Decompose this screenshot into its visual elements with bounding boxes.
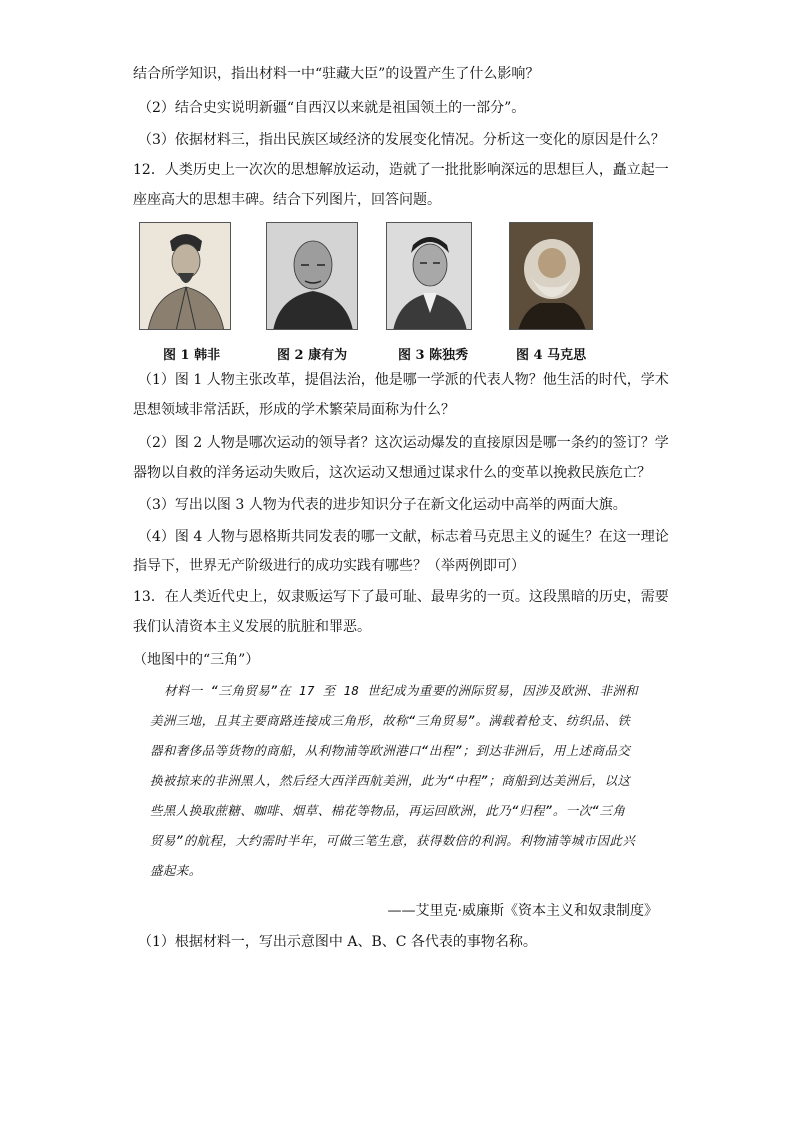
q12-sub1-line: 思想领域非常活跃，形成的学术繁荣局面称为什么？ (133, 402, 455, 418)
question-line: （2）结合史实说明新疆“自西汉以来就是祖国领土的一部分”。 (138, 100, 526, 116)
q12-sub3-line: （3）写出以图 3 人物为代表的进步知识分子在新文化运动中高举的两面大旗。 (138, 497, 627, 513)
q12-stem-line: 座座高大的思想丰碑。结合下列图片，回答问题。 (133, 192, 441, 208)
material-source: ——艾里克·威廉斯《资本主义和奴隶制度》 (387, 903, 658, 919)
material-line: 些黑人换取蔗糖、咖啡、烟草、棉花等物品，再运回欧洲，此乃“归程”。一次“三角 (150, 803, 626, 818)
portrait-han-fei (139, 222, 231, 330)
q13-sub1-line: （1）根据材料一，写出示意图中 A、B、C 各代表的事物名称。 (138, 934, 537, 950)
material-line: 换被掠来的非洲黑人，然后经大西洋西航美洲，此为“中程”；商船到达美洲后，以这 (150, 773, 631, 788)
question-line: 结合所学知识，指出材料一中“驻藏大臣”的设置产生了什么影响？ (133, 66, 540, 82)
material-line: 贸易”的航程，大约需时半年，可做三笔生意，获得数倍的利润。利物浦等城市因此兴 (150, 833, 636, 848)
q13-stem-line: 13．在人类近代史上，奴隶贩运写下了最可耻、最卑劣的一页。这段黑暗的历史，需要 (133, 589, 669, 605)
q12-sub4-line: （4）图 4 人物与恩格斯共同发表的哪一文献，标志着马克思主义的诞生？在这一理论 (138, 529, 669, 545)
portrait-chen-duxiu (386, 222, 472, 330)
q13-stem-line: 我们认清资本主义发展的肮脏和罪恶。 (133, 619, 371, 635)
material-line: 盛起来。 (150, 863, 202, 878)
q12-stem-line: 12．人类历史上一次次的思想解放运动，造就了一批批影响深远的思想巨人，矗立起一 (133, 162, 669, 178)
q12-sub4-line: 指导下，世界无产阶级进行的成功实践有哪些？（举两例即可） (133, 558, 525, 574)
material-line: 美洲三地，且其主要商路连接成三角形，故称“三角贸易”。满载着枪支、纺织品、铁 (150, 713, 631, 728)
figure-caption: 图 2 康有为 (277, 348, 348, 363)
portrait-marx (509, 222, 593, 330)
q12-sub2-line: （2）图 2 人物是哪次运动的领导者？这次运动爆发的直接原因是哪一条约的签订？学 (138, 435, 669, 451)
material-one (150, 681, 662, 881)
figure-caption: 图 3 陈独秀 (398, 348, 469, 363)
map-label: （地图中的“三角”） (133, 652, 260, 668)
question-line: （3）依据材料三，指出民族区域经济的发展变化情况。分析这一变化的原因是什么？ (138, 132, 665, 148)
figure-caption: 图 1 韩非 (163, 348, 221, 363)
material-line: 材料一 “三角贸易”在 17 至 18 世纪成为重要的洲际贸易，因涉及欧洲、非洲和 (164, 683, 639, 698)
portrait-kang-youwei (266, 222, 358, 330)
q12-sub1-line: （1）图 1 人物主张改革，提倡法治，他是哪一学派的代表人物？他生活的时代，学术 (138, 372, 669, 388)
q12-sub2-line: 器物以自救的洋务运动失败后，这次运动又想通过谋求什么的变革以挽救民族危亡？ (133, 465, 651, 481)
material-line: 器和奢侈品等货物的商船，从利物浦等欧洲港口“出程”；到达非洲后，用上述商品交 (150, 743, 631, 758)
figure-caption: 图 4 马克思 (516, 348, 587, 363)
